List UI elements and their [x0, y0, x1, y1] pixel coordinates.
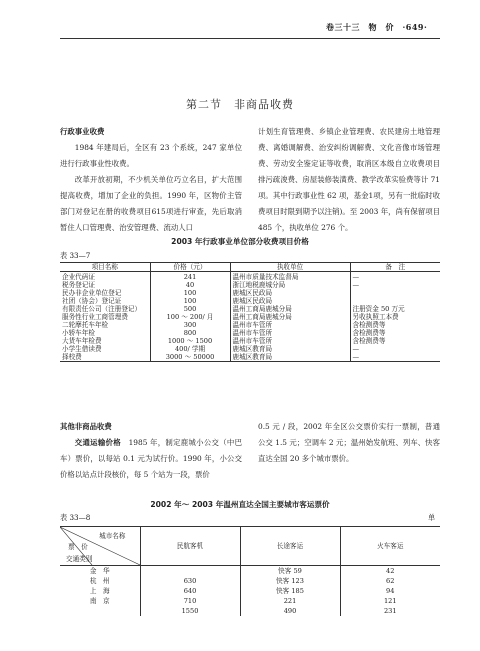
column-header: 民航客机 [140, 527, 240, 566]
column-header: 执收单位 [230, 263, 350, 272]
table-row: 大货车年检费 1000 ～ 1500 温州市车管所 含检测费等 [62, 337, 386, 345]
table-row: 杭 州 630 快客 123 62 [60, 576, 440, 586]
running-head: 卷三十三 物 价 ·649· [326, 22, 428, 32]
left-column [60, 124, 242, 236]
table2-title: 2002 年～ 2003 年温州直达全国主要城市客运票价 [150, 500, 330, 509]
table-row: 南 京 710 221 121 [60, 596, 440, 606]
paragraph: 计划生育管理费、乡镇企业管理费、农民建房土地管理费、离婚调解费、治安纠纷调解费、文化音像市场管理费、劳动安全鉴定证等收费，取消区本级自立收费项目排污疏浚费、房屋装修装潢费、教学改革实验费等计 71 项。其中行政事业性 62 项，基金1项，另有一批临时收费项目时限到期予以注销)。至 2003 年，尚有保留项目 485 个，执收单位 276 个。 [258, 127, 440, 232]
table-row: 有限责任公司（注册登记） 500 温州工商局鹿城分局 注册资金 50 万元 [62, 305, 405, 313]
diagonal-label-top: 城市名称 [99, 532, 126, 540]
table-row: 税务登记证 40 浙江地税鹿城分局 — [62, 281, 360, 289]
diagonal-label-mid: 票 价 [68, 543, 88, 551]
subheading-other-fees: 其他非商品收费 [60, 422, 112, 431]
table2-number: 表 33—8 [60, 513, 91, 522]
table-row: 1550 490 231 [60, 606, 440, 616]
diagonal-label-bottom: 交通类别 [66, 555, 93, 563]
subheading-admin-fees: 行政事业收费 [60, 127, 105, 136]
paragraph-lead: 交通运输价格 [74, 438, 121, 447]
section-title: 第二节 非商品收费 [186, 98, 294, 111]
table-row: 服务性行业工商管理费 100 ～ 200/ 月 温州工商局鹿城分局 另收执照工本费 [62, 313, 399, 321]
left-column-2 [60, 419, 242, 483]
column-header: 价格（元） [150, 263, 230, 272]
column-header: 长途客运 [240, 527, 340, 566]
table1-title: 2003 年行政事业单位部分收费项目价格 [171, 237, 309, 246]
paragraph: 改革开放初期，不少机关单位巧立名目，扩大范围提高收费，增加了企业的负担。1990 年，区物价主管部门对登记在册的收费项目615项进行审查，先后取消暂住人口管理费、治安管理费、流动人口 [60, 175, 242, 232]
paragraph: 0.5 元 / 段，2002 年全区公交票价实行一票制，普通公交 1.5 元；空调车 2 元；温州始发航班、列车、快客直达全国 20 多个城市票价。 [258, 422, 440, 463]
table1-number: 表 33—7 [60, 251, 91, 260]
table-row: 二轮摩托车年检 300 温州市车管所 含检测费等 [62, 321, 386, 329]
table2-unit: 单 [428, 513, 436, 522]
column-header: 备 注 [350, 263, 440, 272]
right-column [258, 124, 440, 236]
paragraph: 1984 年建局后，全区有 23 个系统，247 家单位进行行政事业性收费。 [60, 143, 242, 168]
right-column-2 [258, 419, 440, 467]
table-row: 社团（协会）登记证 100 鹿城区民政局 [60, 297, 440, 305]
table-row: 小轿车年检 800 温州市车管所 含检测费等 [62, 329, 386, 337]
table-row: 金 华 快客 59 42 [60, 566, 440, 577]
table-row: 企业代码证 241 温州市质量技术监督局 — [62, 273, 360, 281]
fee-table [60, 262, 440, 362]
table-row: 择校费 3000 ～ 50000 鹿城区教育局 — [60, 353, 440, 362]
fare-table [60, 526, 440, 616]
header-rule [60, 38, 440, 39]
table-row: 小学生借读费 400/ 学期 鹿城区教育局 — [62, 345, 360, 353]
diagonal-header-cell [60, 527, 140, 566]
table-row: 民办非企业单位登记 100 鹿城区民政局 [60, 289, 440, 297]
column-header: 火车客运 [340, 527, 440, 566]
paragraph: 1985 年，制定鹿城小公交（中巴车）票价，以每站 0.1 元为试行价。1990 年，小公交价格以站点计段核价，每 5 个站为一段，票价 [60, 438, 242, 479]
table-row: 上 海 640 快客 185 94 [60, 586, 440, 596]
column-header: 项目名称 [60, 263, 150, 272]
